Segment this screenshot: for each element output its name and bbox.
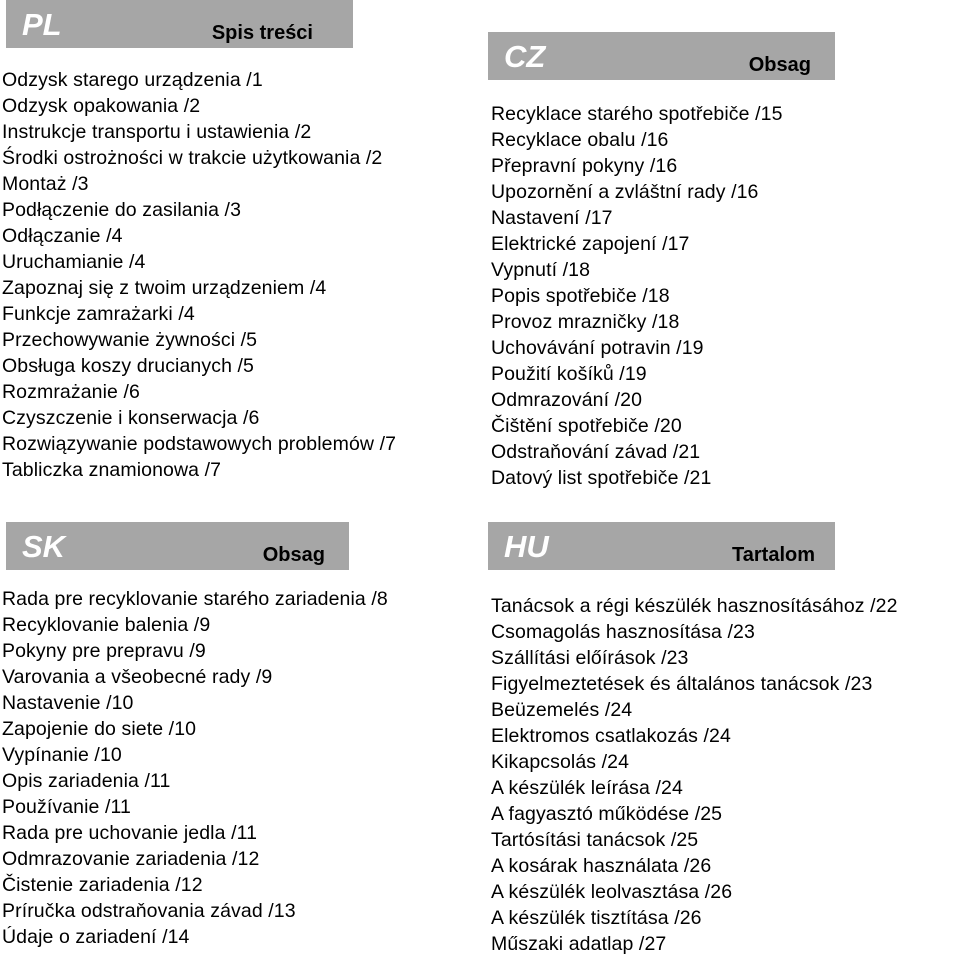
toc-item-pl: Rozwiązywanie podstawowych problemów /7 (2, 433, 397, 455)
toc-item-cz: Upozornění a zvláštní rady /16 (491, 181, 759, 203)
section-title-pl: Spis treści (211, 22, 313, 44)
toc-item-sk: Pokyny pre prepravu /9 (2, 640, 206, 662)
toc-list-hu (491, 593, 898, 957)
toc-item-pl: Przechowywanie żywności /5 (2, 329, 258, 351)
section-title-cz: Obsag (748, 54, 811, 76)
toc-item-cz: Datový list spotřebiče /21 (491, 467, 712, 489)
toc-item-pl: Rozmrażanie /6 (2, 381, 140, 403)
section-title-sk: Obsag (262, 544, 325, 566)
toc-item-cz: Recyklace starého spotřebiče /15 (491, 103, 783, 125)
section-header-pl (6, 0, 353, 48)
toc-item-sk: Varovania a všeobecné rady /9 (2, 666, 273, 688)
toc-item-hu: Figyelmeztetések és általános tanácsok /23 (491, 673, 873, 695)
toc-item-pl: Obsługa koszy drucianych /5 (2, 355, 254, 377)
toc-item-sk: Údaje o zariadení /14 (2, 926, 190, 948)
toc-item-cz: Vypnutí /18 (491, 259, 591, 281)
toc-item-pl: Instrukcje transportu i ustawienia /2 (2, 121, 312, 143)
toc-item-hu: A készülék leírása /24 (491, 777, 683, 799)
toc-item-pl: Podłączenie do zasilania /3 (2, 199, 242, 221)
toc-item-sk: Rada pre uchovanie jedla /11 (2, 822, 258, 844)
toc-item-sk: Odmrazovanie zariadenia /12 (2, 848, 260, 870)
toc-item-sk: Vypínanie /10 (2, 744, 122, 766)
toc-item-sk: Zapojenie do siete /10 (2, 718, 197, 740)
toc-item-cz: Nastavení /17 (491, 207, 613, 229)
toc-item-pl: Odłączanie /4 (2, 225, 123, 247)
toc-item-hu: Csomagolás hasznosítása /23 (491, 621, 755, 643)
toc-item-cz: Popis spotřebiče /18 (491, 285, 670, 307)
section-title-hu: Tartalom (732, 544, 815, 566)
toc-item-cz: Uchovávání potravin /19 (491, 337, 704, 359)
toc-item-pl: Uruchamianie /4 (2, 251, 146, 273)
toc-item-sk: Rada pre recyklovanie starého zariadenia /8 (2, 588, 388, 610)
toc-item-cz: Odstraňování závad /21 (491, 441, 701, 463)
toc-item-sk: Opis zariadenia /11 (2, 770, 171, 792)
toc-item-pl: Tabliczka znamionowa /7 (2, 459, 222, 481)
language-code-hu: HU (504, 529, 549, 564)
toc-list-pl (2, 67, 396, 483)
toc-item-hu: A készülék tisztítása /26 (491, 907, 702, 929)
section-header-sk (6, 522, 349, 570)
toc-item-hu: Kikapcsolás /24 (491, 751, 630, 773)
toc-item-hu: A fagyasztó működése /25 (491, 803, 723, 825)
toc-item-sk: Používanie /11 (2, 796, 131, 818)
language-code-cz: CZ (504, 39, 546, 74)
toc-item-pl: Czyszczenie i konserwacja /6 (2, 407, 260, 429)
section-header-cz (488, 32, 835, 80)
toc-list-cz (491, 101, 783, 491)
toc-item-hu: Tanácsok a régi készülék hasznosításához /22 (491, 595, 898, 617)
toc-list-sk (2, 586, 388, 950)
toc-item-pl: Odzysk starego urządzenia /1 (2, 69, 263, 91)
toc-item-cz: Přepravní pokyny /16 (491, 155, 678, 177)
toc-item-hu: A kosárak használata /26 (491, 855, 712, 877)
toc-item-pl: Środki ostrożności w trakcie użytkowania /2 (2, 147, 383, 169)
toc-item-cz: Recyklace obalu /16 (491, 129, 669, 151)
toc-item-hu: Műszaki adatlap /27 (491, 933, 667, 955)
toc-item-hu: Szállítási előírások /23 (491, 647, 689, 669)
toc-item-sk: Recyklovanie balenia /9 (2, 614, 211, 636)
toc-item-pl: Odzysk opakowania /2 (2, 95, 201, 117)
toc-item-cz: Čištění spotřebiče /20 (491, 415, 682, 437)
toc-item-cz: Odmrazování /20 (491, 389, 643, 411)
language-code-sk: SK (22, 529, 66, 564)
language-code-pl: PL (22, 7, 62, 42)
toc-item-pl: Funkcje zamrażarki /4 (2, 303, 195, 325)
toc-item-cz: Elektrické zapojení /17 (491, 233, 690, 255)
section-header-hu (488, 522, 835, 570)
toc-item-hu: Tartósítási tanácsok /25 (491, 829, 699, 851)
toc-item-hu: Elektromos csatlakozás /24 (491, 725, 731, 747)
toc-item-hu: A készülék leolvasztása /26 (491, 881, 733, 903)
toc-item-pl: Montaż /3 (2, 173, 89, 195)
toc-item-cz: Provoz mrazničky /18 (491, 311, 680, 333)
toc-item-cz: Použití košíků /19 (491, 363, 647, 385)
toc-item-sk: Čistenie zariadenia /12 (2, 874, 203, 896)
toc-item-hu: Beüzemelés /24 (491, 699, 633, 721)
toc-item-pl: Zapoznaj się z twoim urządzeniem /4 (2, 277, 327, 299)
toc-item-sk: Príručka odstraňovania závad /13 (2, 900, 296, 922)
toc-item-sk: Nastavenie /10 (2, 692, 134, 714)
